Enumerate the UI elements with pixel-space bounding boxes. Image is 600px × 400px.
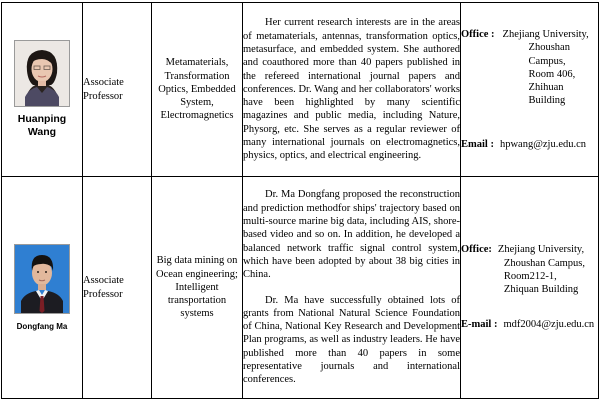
bio-cell	[243, 3, 461, 177]
office-address: Zhejiang University, Zhoushan Campus, Room 406, Zhihuan Building	[502, 28, 589, 107]
photo-cell	[2, 3, 83, 177]
faculty-name: Dongfang Ma	[16, 321, 68, 331]
contact-cell	[461, 3, 599, 177]
email-info	[461, 318, 598, 331]
portrait-icon	[15, 245, 69, 313]
research-area-cell: Metamaterials, Transformation Optics, Embedded System, Electromagnetics	[152, 3, 243, 177]
office-address: Zhejiang University, Zhoushan Campus, Room212-1, Zhiquan Building	[497, 244, 585, 296]
portrait-photo	[14, 40, 70, 107]
email-label: Email :	[461, 138, 494, 150]
contact-cell	[461, 177, 599, 399]
email-address[interactable]: mdf2004@zju.edu.cn	[503, 319, 595, 331]
faculty-table	[1, 2, 599, 399]
office-label: Office :	[461, 28, 495, 40]
bio-paragraph: Her current research interests are in the areas of metamaterials, antennas, transformation optics, metasurface, and embedded system. She authored and coauthored more than 40 papers published in the refereed international journal papers and conferences. Dr. Wang and her collaborators' works have been highlighted by many scientific magazines and public media, including Nature, Physorg, etc. She serves as a regular reviewer of many international journals on electromagnetics, physics, optics, and electrical engineering.	[243, 17, 460, 162]
email-label: E-mail :	[461, 319, 498, 331]
portrait-icon	[15, 41, 69, 106]
research-area-cell: Big data mining on Ocean engineering; Intelligent transportation systems	[152, 177, 243, 399]
email-address[interactable]: hpwang@zju.edu.cn	[499, 138, 587, 150]
email-info	[461, 138, 598, 151]
office-info	[461, 28, 598, 108]
title-cell: Associate Professor	[83, 3, 152, 177]
office-label: Office:	[461, 244, 492, 256]
office-info	[461, 243, 598, 296]
faculty-row	[2, 177, 599, 399]
title-cell: Associate Professor	[83, 177, 152, 399]
photo-cell	[2, 177, 83, 399]
portrait-photo	[14, 244, 70, 314]
bio-cell	[243, 177, 461, 399]
faculty-row	[2, 3, 599, 177]
bio-paragraph: Dr. Ma have successfully obtained lots of grants from National Natural Science Foundation of China, National Key Research and Development Plan programs, as well as industry leaders. He have published more than 40 papers in some representative journals and international conferences.	[243, 294, 460, 386]
faculty-name: Huanping Wang	[17, 113, 67, 138]
bio-paragraph: Dr. Ma Dongfang proposed the reconstruction and prediction methodfor ships' trajectory based on multi-source marine big data, including AIS, shore-based video and so on. In addition, he developed a balanced network traffic signal control system, which have been adopted by about 38 big cities in China.	[243, 189, 460, 281]
